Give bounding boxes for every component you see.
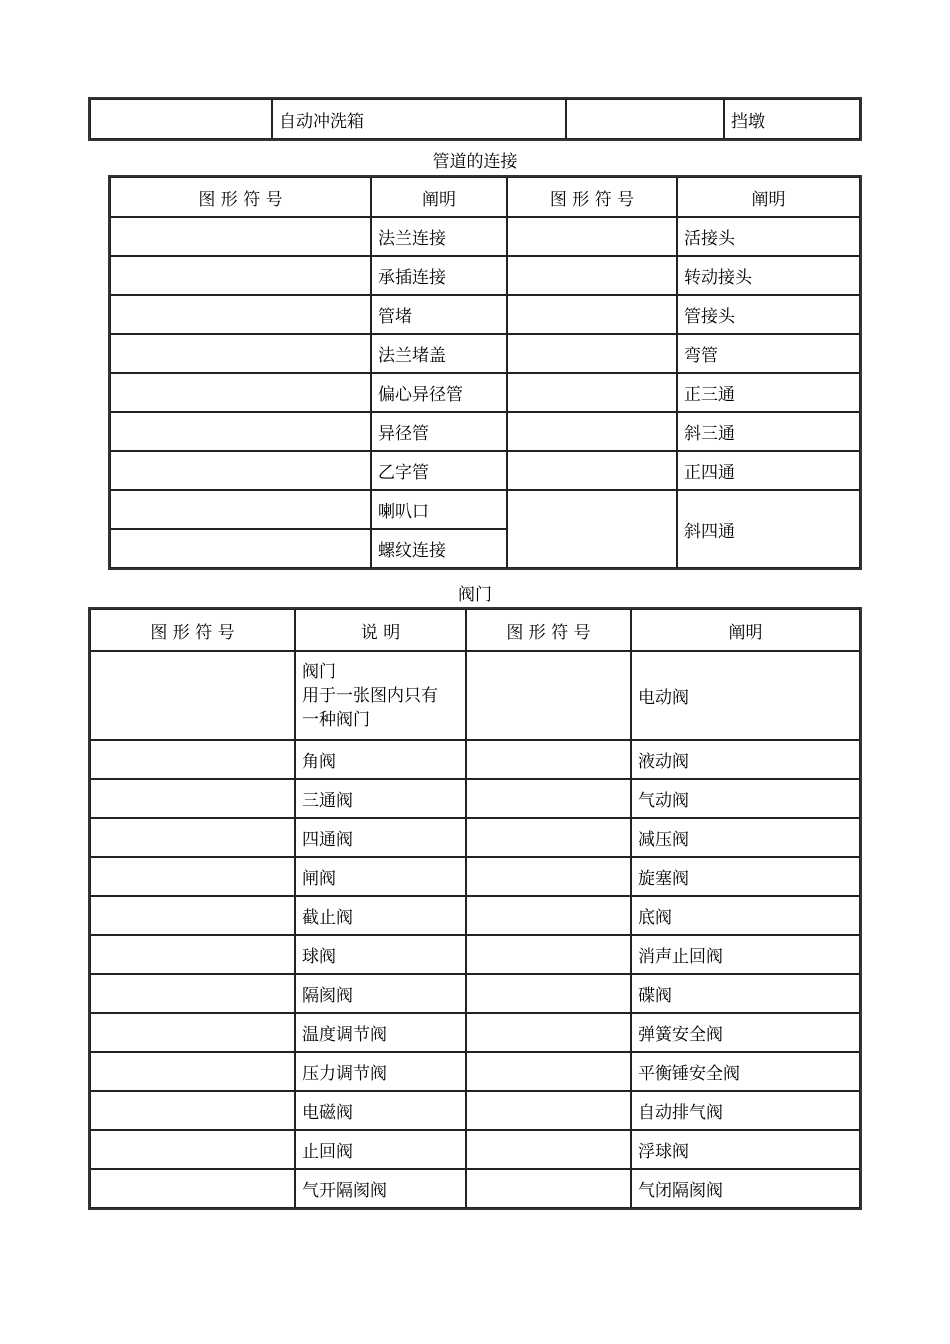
symbol-cell (90, 1013, 295, 1052)
symbol-cell (466, 779, 631, 818)
description-cell: 三通阀 (295, 779, 466, 818)
description-cell: 闸阀 (295, 857, 466, 896)
pipe-connection-table (108, 175, 862, 570)
description-cell: 气开隔阂阀 (295, 1169, 466, 1208)
table-row (110, 451, 860, 490)
symbol-cell (110, 451, 371, 490)
top-row-table (88, 97, 862, 141)
symbol-cell (90, 779, 295, 818)
description-cell: 四通阀 (295, 818, 466, 857)
table-row (90, 1091, 860, 1130)
symbol-cell (110, 334, 371, 373)
description-cell (295, 651, 466, 740)
symbol-cell (110, 373, 371, 412)
symbol-cell (90, 1130, 295, 1169)
description-cell: 电磁阀 (295, 1091, 466, 1130)
symbol-cell (507, 295, 677, 334)
description-cell: 平衡锤安全阀 (631, 1052, 860, 1091)
valve-section-title: 阀门 (458, 585, 492, 605)
description-cell: 弯管 (677, 334, 860, 373)
description-cell: 自动冲洗箱 (272, 99, 566, 139)
table-row (90, 651, 860, 740)
symbol-cell (110, 256, 371, 295)
table-row (90, 896, 860, 935)
description-cell: 承插连接 (371, 256, 507, 295)
table-row (90, 779, 860, 818)
description-cell: 气闭隔阂阀 (631, 1169, 860, 1208)
description-cell: 法兰连接 (371, 217, 507, 256)
symbol-cell (110, 217, 371, 256)
description-line: 阀门 (302, 661, 336, 682)
description-cell: 碟阀 (631, 974, 860, 1013)
table-row (110, 334, 860, 373)
table-header-row (110, 177, 860, 217)
symbol-cell (90, 818, 295, 857)
symbol-cell (90, 1169, 295, 1208)
description-cell: 电动阀 (631, 651, 860, 740)
symbol-cell (90, 1052, 295, 1091)
symbol-cell (507, 334, 677, 373)
description-line: 一种阀门 (302, 709, 370, 730)
symbol-cell (507, 256, 677, 295)
header-symbol: 图 形 符 号 (507, 177, 677, 217)
symbol-cell (466, 1130, 631, 1169)
symbol-cell (90, 1091, 295, 1130)
symbol-cell (466, 651, 631, 740)
description-cell: 浮球阀 (631, 1130, 860, 1169)
symbol-cell (466, 857, 631, 896)
description-cell: 压力调节阀 (295, 1052, 466, 1091)
description-cell: 乙字管 (371, 451, 507, 490)
symbol-cell (110, 412, 371, 451)
table-row (90, 818, 860, 857)
table-row (90, 1130, 860, 1169)
header-description: 阐明 (677, 177, 860, 217)
description-cell: 管堵 (371, 295, 507, 334)
description-cell: 螺纹连接 (371, 529, 507, 568)
table-row (90, 935, 860, 974)
valve-table (88, 607, 862, 1210)
description-cell: 正三通 (677, 373, 860, 412)
symbol-cell (110, 529, 371, 568)
symbol-cell (110, 295, 371, 334)
symbol-cell (507, 412, 677, 451)
pipe-section-title: 管道的连接 (432, 152, 518, 172)
description-cell: 管接头 (677, 295, 860, 334)
description-cell: 转动接头 (677, 256, 860, 295)
table-header-row (90, 609, 860, 651)
symbol-cell (90, 857, 295, 896)
symbol-cell (90, 99, 272, 139)
description-cell: 减压阀 (631, 818, 860, 857)
description-cell: 自动排气阀 (631, 1091, 860, 1130)
symbol-cell (466, 1169, 631, 1208)
symbol-cell (466, 974, 631, 1013)
header-description: 阐明 (371, 177, 507, 217)
symbol-cell (466, 1091, 631, 1130)
description-cell: 喇叭口 (371, 490, 507, 529)
table-row (110, 256, 860, 295)
description-cell: 角阀 (295, 740, 466, 779)
header-description: 说 明 (295, 609, 466, 651)
table-row (110, 490, 860, 529)
description-cell: 旋塞阀 (631, 857, 860, 896)
symbol-cell (507, 217, 677, 256)
description-line: 用于一张图内只有 (302, 685, 438, 706)
description-cell: 异径管 (371, 412, 507, 451)
symbol-cell (507, 490, 677, 568)
table-row (90, 99, 860, 139)
description-cell: 弹簧安全阀 (631, 1013, 860, 1052)
symbol-cell (90, 974, 295, 1013)
table-row (90, 1169, 860, 1208)
description-cell: 底阀 (631, 896, 860, 935)
symbol-cell (466, 740, 631, 779)
symbol-cell (566, 99, 724, 139)
description-cell: 液动阀 (631, 740, 860, 779)
table-row (110, 412, 860, 451)
symbol-cell (507, 373, 677, 412)
symbol-cell (466, 896, 631, 935)
header-symbol: 图 形 符 号 (90, 609, 295, 651)
symbol-cell (90, 651, 295, 740)
description-cell: 球阀 (295, 935, 466, 974)
symbol-cell (507, 451, 677, 490)
symbol-cell (466, 935, 631, 974)
description-cell: 法兰堵盖 (371, 334, 507, 373)
table-row (110, 373, 860, 412)
description-cell: 偏心异径管 (371, 373, 507, 412)
symbol-cell (466, 1052, 631, 1091)
description-cell: 截止阀 (295, 896, 466, 935)
table-row (90, 974, 860, 1013)
table-row (90, 1052, 860, 1091)
table-row (90, 1013, 860, 1052)
symbol-cell (90, 935, 295, 974)
description-cell: 活接头 (677, 217, 860, 256)
description-cell: 挡墩 (724, 99, 860, 139)
description-cell: 斜三通 (677, 412, 860, 451)
description-cell: 正四通 (677, 451, 860, 490)
symbol-cell (90, 896, 295, 935)
description-cell: 止回阀 (295, 1130, 466, 1169)
symbol-cell (466, 818, 631, 857)
table-row (110, 295, 860, 334)
symbol-cell (466, 1013, 631, 1052)
description-cell: 斜四通 (677, 490, 860, 568)
header-symbol: 图 形 符 号 (110, 177, 371, 217)
table-row (90, 740, 860, 779)
description-cell: 消声止回阀 (631, 935, 860, 974)
header-description: 阐明 (631, 609, 860, 651)
table-row (110, 217, 860, 256)
header-symbol: 图 形 符 号 (466, 609, 631, 651)
description-cell: 隔阂阀 (295, 974, 466, 1013)
description-cell: 气动阀 (631, 779, 860, 818)
table-row (90, 857, 860, 896)
symbol-cell (90, 740, 295, 779)
symbol-cell (110, 490, 371, 529)
description-cell: 温度调节阀 (295, 1013, 466, 1052)
